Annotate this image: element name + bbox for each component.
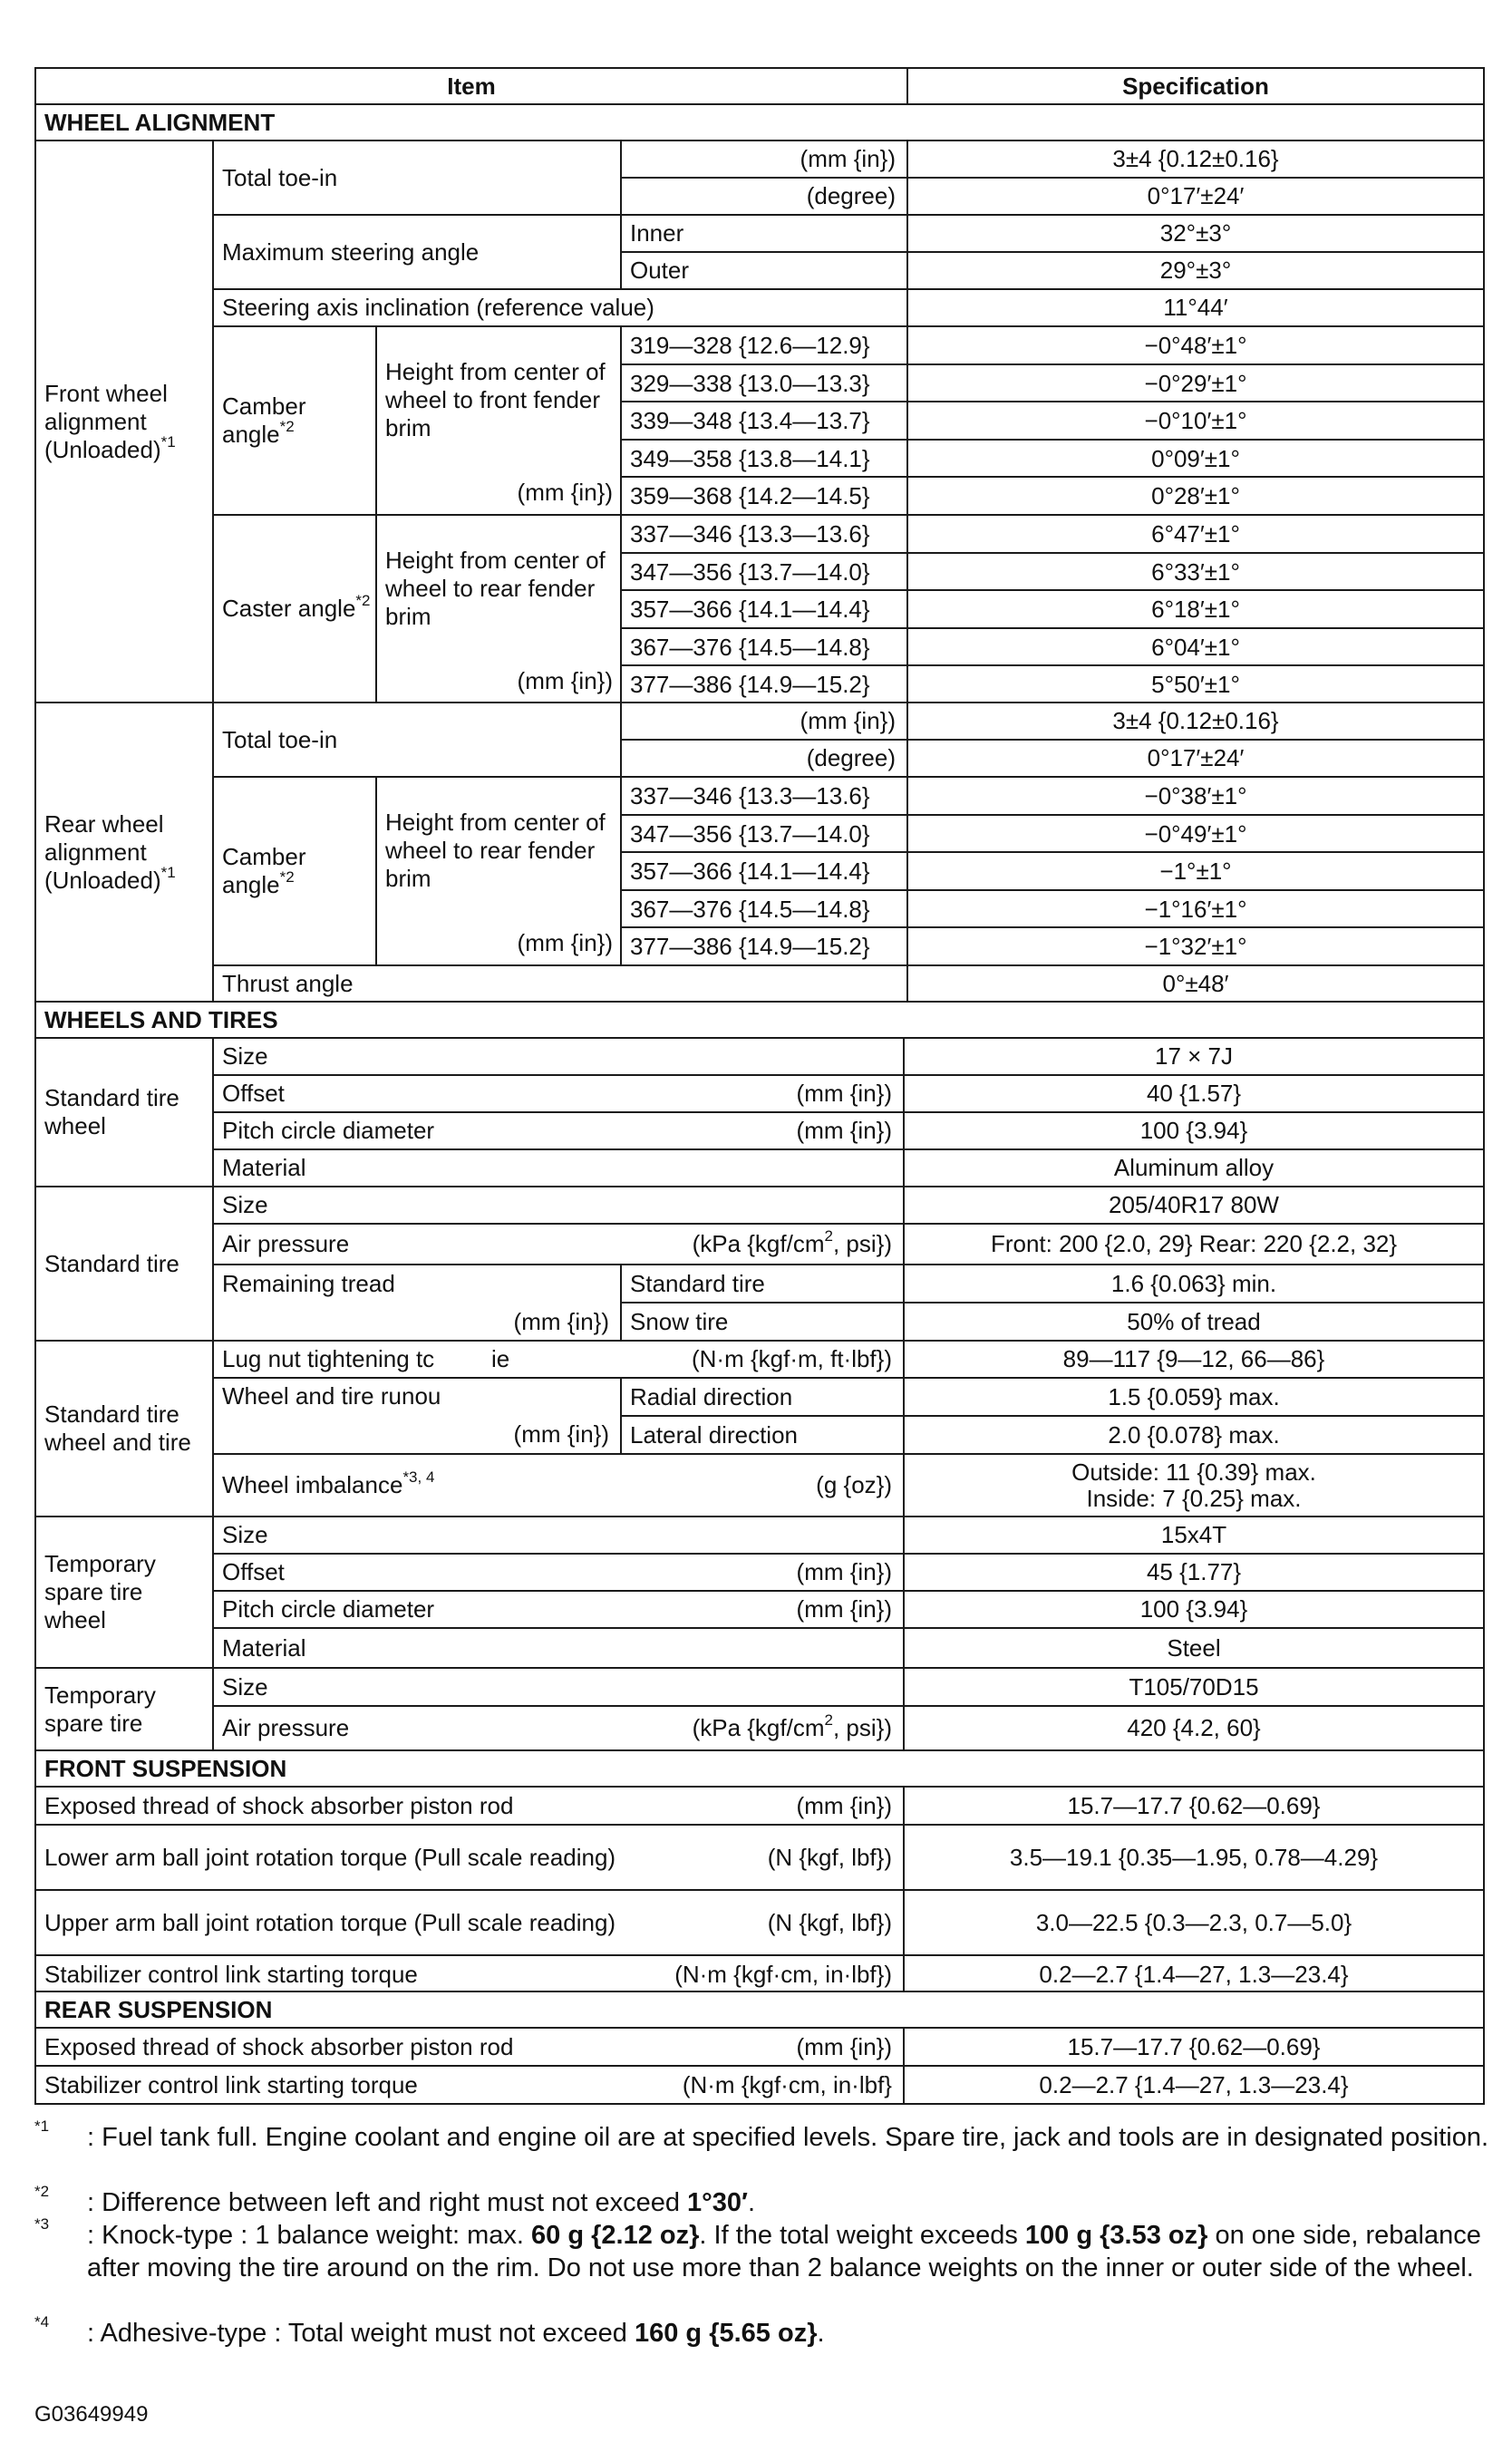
std-tire-tread-unit: (mm {in}) (513, 1308, 609, 1335)
header-specification-text: Specification (1122, 72, 1269, 100)
spare-wheel-offset (212, 1553, 905, 1592)
std-wheel-pcd (212, 1111, 905, 1150)
wheel-tire-lateral-text: Lateral direction (630, 1420, 798, 1449)
std-tire-air-unit-a: (kPa {kgf/cm (692, 1230, 825, 1257)
spare-tire-label-text: Temporary spare tire (44, 1681, 156, 1737)
wheel-tire-label-text: Standard tire wheel and tire (44, 1400, 191, 1456)
rear-camber-range-0 (620, 776, 908, 816)
front-steer-label-text: Maximum steering angle (222, 237, 480, 266)
rear-toe-label (212, 702, 622, 778)
spare-wheel-pcd-spec-text: 100 {3.94} (1139, 1595, 1248, 1623)
rear-toe-unit-deg-text: (degree) (806, 744, 896, 771)
front-camber-unit: (mm {in}) (517, 479, 613, 506)
rear-alignment-mark: *1 (160, 863, 176, 881)
spare-wheel-material-spec-text: Steel (1167, 1633, 1221, 1662)
wheel-tire-radial-spec (903, 1377, 1485, 1417)
spare-wheel-size-text: Size (222, 1521, 268, 1548)
rear-alignment-label (34, 702, 214, 1003)
footnote-3-b: 60 g {2.12 oz} (531, 2221, 700, 2250)
wheel-tire-runout-text: Wheel and tire runou (222, 1382, 441, 1410)
rear-toe-spec-deg (906, 739, 1485, 778)
wheel-tire-imbalance-inside: Inside: 7 {0.25} max. (1086, 1484, 1302, 1512)
rear-camber-range-3 (620, 889, 908, 929)
front-camber-range-3 (620, 439, 908, 479)
spare-wheel-pcd (212, 1590, 905, 1629)
wheel-tire-imbalance-text: Wheel imbalance (222, 1471, 403, 1498)
std-tire-tread-std-spec-text: 1.6 {0.063} min. (1110, 1269, 1277, 1297)
front-susp-item-1-unit: (N {kgf, lbf}) (767, 1843, 892, 1871)
footnote-4-b: 160 g {5.65 oz} (634, 2319, 818, 2348)
rear-camber-mark: *2 (279, 868, 295, 887)
front-toe-label (212, 140, 622, 216)
section-front-suspension (34, 1749, 1485, 1788)
rear-camber-label (212, 776, 377, 966)
std-wheel-offset-spec (903, 1074, 1485, 1113)
rear-thrust-label (212, 964, 908, 1003)
wheel-tire-lug-text-a: Lug nut tightening tc (222, 1345, 435, 1372)
spare-wheel-offset-spec (903, 1553, 1485, 1592)
std-tire-size-spec (903, 1186, 1485, 1225)
rear-camber-range-2-text: 357—366 {14.1—14.4} (630, 857, 870, 885)
wheel-tire-runout (212, 1377, 622, 1455)
rear-thrust-spec-text: 0°±48′ (1162, 969, 1229, 997)
std-tire-tread-snow-text: Snow tire (630, 1307, 729, 1335)
footnote-3-text (87, 2219, 1512, 2284)
front-camber-range-2 (620, 401, 908, 441)
footnote-3-e: on one side, rebalance after moving the tire around on the rim. Do not use more than 2 balance weights on the inner or outer side of the wheel. (87, 2221, 1481, 2282)
front-susp-item-2-label: Upper arm ball joint rotation torque (Pull scale reading) (44, 1908, 616, 1936)
front-camber-range-2-text: 339—348 {13.4—13.7} (630, 406, 870, 434)
front-camber-spec-1-text: −0°29′±1° (1144, 369, 1247, 397)
rear-camber-spec-2-text: −1°±1° (1159, 857, 1232, 885)
front-camber-range-3-text: 349—358 {13.8—14.1} (630, 444, 870, 472)
spare-tire-air-spec-text: 420 {4.2, 60} (1127, 1714, 1261, 1741)
front-susp-spec-0 (903, 1786, 1485, 1826)
std-tire-air-spec (903, 1223, 1485, 1265)
front-camber-spec-4 (906, 476, 1485, 516)
front-steer-outer-spec (906, 251, 1485, 290)
front-susp-spec-1 (903, 1824, 1485, 1891)
front-caster-range-4-text: 377—386 {14.9—15.2} (630, 670, 870, 698)
std-tire-tread-snow (620, 1302, 905, 1342)
spare-tire-air-unit-sup: 2 (824, 1711, 833, 1730)
front-caster-spec-3 (906, 627, 1485, 667)
front-caster-label-text: Caster angle (222, 595, 356, 622)
front-caster-spec-3-text: 6°04′±1° (1151, 633, 1240, 661)
wheel-tire-imbalance-spec (903, 1453, 1485, 1517)
std-wheel-size-text: Size (222, 1042, 268, 1070)
front-caster-range-1 (620, 552, 908, 592)
front-susp-item-3-label: Stabilizer control link starting torque (44, 1960, 418, 1988)
front-camber-spec-2-text: −0°10′±1° (1144, 406, 1247, 434)
front-camber-spec-4-text: 0°28′±1° (1151, 481, 1240, 509)
std-tire-tread (212, 1264, 622, 1342)
wheel-tire-lateral-spec-text: 2.0 {0.078} max. (1108, 1420, 1280, 1449)
header-specification (906, 67, 1485, 105)
rear-camber-spec-0-text: −0°38′±1° (1144, 781, 1247, 809)
wheel-tire-radial-text: Radial direction (630, 1382, 793, 1410)
front-caster-spec-1-text: 6°33′±1° (1151, 557, 1240, 586)
front-caster-spec-2-text: 6°18′±1° (1151, 595, 1240, 623)
front-susp-spec-2 (903, 1889, 1485, 1956)
front-steer-inner-text: Inner (630, 219, 684, 247)
rear-susp-spec-0-text: 15.7—17.7 {0.62—0.69} (1067, 2032, 1321, 2060)
front-sai-label-text: Steering axis inclination (reference value) (222, 294, 654, 321)
section-front-suspension-text: FRONT SUSPENSION (44, 1754, 287, 1782)
front-susp-spec-3 (903, 1954, 1485, 1994)
rear-camber-range-1-text: 347—356 {13.7—14.0} (630, 819, 870, 848)
front-camber-spec-0-text: −0°48′±1° (1144, 331, 1247, 359)
document-id: G03649949 (34, 2402, 149, 2427)
front-alignment-mark: *1 (160, 432, 176, 451)
std-wheel-pcd-text: Pitch circle diameter (222, 1117, 435, 1144)
front-steer-inner-spec (906, 214, 1485, 253)
std-wheel-pcd-unit: (mm {in}) (796, 1117, 892, 1144)
rear-camber-range-3-text: 367—376 {14.5—14.8} (630, 895, 870, 923)
front-steer-outer-text: Outer (630, 257, 690, 284)
front-caster-spec-4 (906, 664, 1485, 704)
spare-tire-size-text: Size (222, 1672, 268, 1701)
spare-wheel-offset-text: Offset (222, 1558, 285, 1585)
front-steer-inner-spec-text: 32°±3° (1159, 219, 1232, 247)
front-camber-range-1-text: 329—338 {13.0—13.3} (630, 369, 870, 397)
front-camber-mark: *2 (279, 418, 295, 436)
front-camber-range-1 (620, 363, 908, 403)
spare-tire-air-spec (903, 1705, 1485, 1751)
front-caster-spec-2 (906, 589, 1485, 629)
std-tire-tread-std-text: Standard tire (630, 1269, 765, 1297)
rear-camber-height-text: Height from center of wheel to rear fender brim (385, 809, 606, 892)
front-sai-label (212, 288, 908, 327)
front-toe-label-text: Total toe-in (222, 163, 338, 191)
front-susp-item-2-unit: (N {kgf, lbf}) (767, 1908, 892, 1936)
rear-camber-range-2 (620, 851, 908, 891)
spare-wheel-material-spec (903, 1627, 1485, 1669)
std-wheel-material-spec-text: Aluminum alloy (1113, 1154, 1275, 1181)
spare-tire-label (34, 1667, 214, 1751)
front-caster-range-0-text: 337—346 {13.3—13.6} (630, 519, 870, 548)
rear-toe-spec-mm-text: 3±4 {0.12±0.16} (1112, 707, 1279, 734)
rear-camber-spec-4-text: −1°32′±1° (1144, 932, 1247, 960)
front-camber-label (212, 325, 377, 516)
std-tire-size (212, 1186, 905, 1225)
front-steer-inner (620, 214, 908, 253)
wheel-tire-lug-spec (903, 1340, 1485, 1379)
rear-susp-item-1-unit: (N·m {kgf·cm, in·lbf} (682, 2070, 892, 2098)
front-susp-item-3 (34, 1954, 905, 1994)
rear-camber-label-text: Camber angle (222, 843, 306, 898)
rear-susp-spec-0 (903, 2027, 1485, 2067)
front-camber-spec-3 (906, 439, 1485, 479)
footnote-2-c: . (747, 2188, 756, 2217)
front-caster-spec-0-text: 6°47′±1° (1151, 519, 1240, 548)
std-tire-tread-snow-spec-text: 50% of tread (1127, 1307, 1261, 1335)
front-susp-spec-1-text: 3.5—19.1 {0.35—1.95, 0.78—4.29} (1009, 1843, 1379, 1871)
rear-camber-range-4-text: 377—386 {14.9—15.2} (630, 932, 870, 960)
std-wheel-pcd-spec-text: 100 {3.94} (1139, 1117, 1248, 1144)
wheel-tire-lateral-spec (903, 1415, 1485, 1455)
section-wheels-and-tires-text: WHEELS AND TIRES (44, 1005, 278, 1033)
wheel-tire-radial-spec-text: 1.5 {0.059} max. (1108, 1382, 1280, 1410)
rear-camber-spec-3 (906, 889, 1485, 929)
rear-camber-range-1 (620, 814, 908, 854)
front-camber-spec-2 (906, 401, 1485, 441)
spare-tire-size (212, 1667, 905, 1707)
spare-tire-air-text: Air pressure (222, 1714, 350, 1741)
rear-camber-spec-3-text: −1°16′±1° (1144, 895, 1247, 923)
rear-toe-spec-mm (906, 702, 1485, 741)
footnote-2-a: : Difference between left and right must not exceed (87, 2188, 688, 2217)
front-steer-label (212, 214, 622, 290)
front-sai-spec-text: 11°44′ (1163, 294, 1228, 321)
front-caster-range-1-text: 347—356 {13.7—14.0} (630, 557, 870, 586)
front-sai-spec (906, 288, 1485, 327)
header-item (34, 67, 908, 105)
std-tire-air-spec-text: Front: 200 {2.0, 29} Rear: 220 {2.2, 32} (990, 1230, 1398, 1257)
wheel-tire-runout-unit: (mm {in}) (513, 1420, 609, 1448)
header-item-text: Item (447, 72, 496, 100)
spare-wheel-material-text: Material (222, 1633, 306, 1662)
rear-camber-range-4 (620, 926, 908, 966)
wheel-tire-imbalance-label (222, 1468, 435, 1499)
spare-wheel-size-spec-text: 15x4T (1160, 1521, 1227, 1548)
spare-wheel-offset-spec-text: 45 {1.77} (1146, 1558, 1242, 1585)
front-susp-item-1-label: Lower arm ball joint rotation torque (Pull scale reading) (44, 1843, 616, 1871)
wheel-tire-lug (212, 1340, 905, 1379)
front-caster-range-3-text: 367—376 {14.5—14.8} (630, 633, 870, 661)
front-camber-spec-3-text: 0°09′±1° (1151, 444, 1240, 472)
std-wheel-material-text: Material (222, 1154, 306, 1181)
front-camber-spec-1 (906, 363, 1485, 403)
front-camber-height-text: Height from center of wheel to front fender brim (385, 358, 606, 441)
std-tire-air-unit-sup: 2 (824, 1227, 833, 1245)
spare-wheel-size (212, 1516, 905, 1555)
std-wheel-pcd-spec (903, 1111, 1485, 1150)
front-steer-outer-spec-text: 29°±3° (1159, 257, 1232, 284)
spare-tire-size-spec (903, 1667, 1485, 1707)
rear-susp-item-0-label: Exposed thread of shock absorber piston rod (44, 2032, 514, 2060)
rear-toe-spec-deg-text: 0°17′±24′ (1147, 744, 1245, 771)
footnote-4-text (87, 2317, 1512, 2350)
footnote-3-d: 100 g {3.53 oz} (1024, 2221, 1208, 2250)
std-wheel-offset-text: Offset (222, 1080, 285, 1107)
front-toe-unit-deg-text: (degree) (806, 182, 896, 209)
std-wheel-size (212, 1037, 905, 1076)
front-caster-range-4 (620, 664, 908, 704)
std-tire-air-unit-b: , psi}) (832, 1230, 892, 1257)
front-camber-spec-0 (906, 325, 1485, 365)
footnote-1-text: : Fuel tank full. Engine coolant and engine oil are at specified levels. Spare tire, jack and tools are in designated position. (87, 2123, 1489, 2152)
rear-thrust-spec (906, 964, 1485, 1003)
std-wheel-label-text: Standard tire wheel (44, 1084, 179, 1139)
std-wheel-offset-spec-text: 40 {1.57} (1146, 1080, 1242, 1107)
wheel-tire-imbalance (212, 1453, 905, 1517)
front-toe-unit-mm (620, 140, 908, 179)
front-toe-spec-deg (906, 177, 1485, 216)
front-susp-item-3-unit: (N·m {kgf·cm, in·lbf}) (674, 1960, 892, 1988)
front-caster-range-2-text: 357—366 {14.1—14.4} (630, 595, 870, 623)
std-wheel-offset-unit: (mm {in}) (796, 1080, 892, 1107)
spare-wheel-size-spec (903, 1516, 1485, 1555)
front-alignment-label (34, 140, 214, 703)
wheel-tire-lug-unit: (N·m {kgf·m, ft·lbf}) (691, 1345, 892, 1372)
front-caster-unit: (mm {in}) (517, 667, 613, 694)
spare-wheel-offset-unit: (mm {in}) (796, 1558, 892, 1585)
front-toe-unit-deg (620, 177, 908, 216)
front-susp-item-1 (34, 1824, 905, 1891)
front-caster-spec-1 (906, 552, 1485, 592)
spare-wheel-pcd-spec (903, 1590, 1485, 1629)
rear-camber-spec-0 (906, 776, 1485, 816)
rear-toe-unit-mm-text: (mm {in}) (800, 707, 896, 734)
std-tire-tread-std (620, 1264, 905, 1303)
section-rear-suspension-text: REAR SUSPENSION (44, 1995, 273, 2023)
footnote-3-c: . If the total weight exceeds (699, 2221, 1025, 2250)
front-toe-spec-deg-text: 0°17′±24′ (1147, 182, 1245, 209)
front-caster-spec-4-text: 5°50′±1° (1151, 670, 1240, 698)
spare-wheel-pcd-text: Pitch circle diameter (222, 1595, 435, 1623)
footnote-2-b: 1°30′ (687, 2188, 748, 2217)
rear-camber-range-0-text: 337—346 {13.3—13.6} (630, 781, 870, 809)
footnote-2-text (87, 2186, 1512, 2219)
rear-camber-spec-1 (906, 814, 1485, 854)
front-caster-range-3 (620, 627, 908, 667)
rear-susp-item-1 (34, 2065, 905, 2105)
wheel-tire-lug-spec-text: 89—117 {9—12, 66—86} (1062, 1345, 1325, 1372)
front-caster-height-text: Height from center of wheel to rear fender brim (385, 547, 606, 630)
wheel-tire-imbalance-mark: *3, 4 (402, 1468, 435, 1487)
rear-toe-unit-mm (620, 702, 908, 741)
wheel-tire-radial (620, 1377, 905, 1417)
spare-wheel-label-text: Temporary spare tire wheel (44, 1550, 156, 1633)
front-camber-range-4 (620, 476, 908, 516)
front-caster-spec-0 (906, 514, 1485, 554)
front-alignment-label-text: Front wheel alignment (Unloaded) (44, 379, 168, 463)
front-toe-spec-mm-text: 3±4 {0.12±0.16} (1112, 145, 1279, 172)
rear-camber-unit: (mm {in}) (517, 929, 613, 956)
std-tire-label (34, 1186, 214, 1342)
front-camber-label-text: Camber angle (222, 392, 306, 448)
spec-sheet: Item Specification WHEEL ALIGNMENT Front wheel alignment (Unloaded)$^{*1}$ Total toe-in (mm {in}) 3±4 {0.12±0.16} (degree) 0°17′±24′ Maximum steering angle Inner 32°±3° Outer 29°±3° Steering axis inclination (reference value) 11°44′ Camber angle$^{*2}$ Height from center of wheel to front fender brim (mm {in}) 319—328 {12.6—12.9} −0°48′±1° 329—338 {13.0—13.3} −0°29′±1° 339—348 {13.4—13.7} −0°10′±1° 349—358 {13.8—14.1} 0°09′±1° 359—368 {14.2—14.5} 0°28′±1° Caster angle$^{*2}$ Height from center of wheel to rear fender brim (mm {in}) 337—346 {13.3—13.6} 6°47′±1° 347—356 {13.7—14.0} 6°33′±1° 357—366 {14.1—14.4} 6°18′±1° 367—376 {14.5—14.8} 6°04′±1° 377—386 {14.9—15.2} 5°50′±1° Rear wheel alignment (Unloaded)$^{*1}$ Total toe-in (mm {in}) 3±4 {0.12±0.16} (degree) 0°17′±24′ Camber angle$^{*2}$ Height from center of wheel to rear fender brim (mm {in}) 337—346 {13.3—13.6} −0°38′±1° 347—356 {13.7—14.0} −0°49′±1° 357—366 {14.1—14.4} −1°±1° 367—376 {14.5—14.8} −1°16′±1° 377—386 {14.9—15.2} −1°32′±1° Thrust angle 0°±48′ WHEELS AND TIRES Standard tire wheel Size 17 × 7J Offset (mm {in}) 40 {1.57} Pitch circle diameter (mm {in}) 100 {3.94} Material Aluminum alloy Standard tire Size 205/40R17 80W Air pressure (kPa {$kgf/cm^2$, psi}) Front: 200 {2.0, 29} Rear: 220 {2.2, 32} Remaining tread (mm {in}) Standard tire 1.6 {0.063} min. Snow tire 50% of tread Standard tire wheel and tire Lug nut tightening tc ie (N·m {kgf·m, ft·lbf}) 89—117 {9—12, 66—86} Wheel and tire runou (mm {in}) Radial direction 1.5 {0.059} max. Lateral direction 2.0 {0.078} max. Wheel imbalance$^{*3, 4}$ (g {oz}) Outside: 11 {0.39} max. Inside: 7 {0.25} max. Temporary spare tire wheel Size 15x4T Offset (mm {in}) 45 {1.77} Pitch circle diameter (mm {in}) 100 {3.94} Material Steel Temporary spare tire Size T105/70D15 Air pressure (kPa {$kgf/cm^2$, psi}) 420 {4.2, 60} FRONT SUSPENSION Exposed thread of shock absorber piston rod (mm {in}) 15.7—17.7 {0.62—0.69} Lower arm ball joint rotation torque (Pull scale reading) (N {kgf, lbf}) 3.5—19.1 {0.35—1.95, 0.78—4.29} Upper arm ball joint rotation torque (Pull scale reading) (N {kgf, lbf}) 3.0—22.5 {0.3—2.3, 0.7—5.0} Stabilizer control link starting torque (N·m {kgf·cm, in·lbf}) 0.2—2.7 {1.4—27, 1.3—23.4} REAR SUSPENSION Exposed thread of shock absorber piston rod (mm {in}) 15.7—17.7 {0.62—0.69} Stabilizer control link starting torque (N·m {kgf·cm, in·lbf} 0.2—2.7 {1.4—27, 1.3—23.4} *1 : Fuel tank full. Engine coolant and engine oil are at specified levels. Spare tire, jack and tools are in designated position. *2 : Difference between left and right must not exceed 1°30′. *3 : Knock-type : 1 balance weight: max. 60 g {2.12 oz}. If the total weight exceeds 100 g {3.53 oz} on one side, rebalance after moving the tire around on the rim. Do not use more than 2 balance weights on the inner or outer side of the wheel. *4 : Adhesive-type : Total weight must not exceed 160 g {5.65 oz}. G03649949 (0, 0, 1512, 2442)
front-susp-item-0-label: Exposed thread of shock absorber piston rod (44, 1791, 514, 1819)
std-tire-label-text: Standard tire (44, 1249, 179, 1277)
front-camber-range-4-text: 359—368 {14.2—14.5} (630, 481, 870, 509)
std-wheel-label (34, 1037, 214, 1187)
footnote-4-c: . (817, 2319, 825, 2348)
wheel-tire-label (34, 1340, 214, 1517)
std-wheel-material (212, 1148, 905, 1187)
front-caster-mark: *2 (355, 592, 371, 610)
rear-camber-spec-1-text: −0°49′±1° (1144, 819, 1247, 848)
front-camber-range-0 (620, 325, 908, 365)
rear-camber-spec-4 (906, 926, 1485, 966)
rear-susp-item-0-unit: (mm {in}) (796, 2032, 892, 2060)
rear-susp-item-1-label: Stabilizer control link starting torque (44, 2070, 418, 2098)
spare-tire-air-unit (692, 1711, 892, 1742)
front-susp-spec-3-text: 0.2—2.7 {1.4—27, 1.3—23.4} (1039, 1960, 1349, 1988)
front-susp-spec-0-text: 15.7—17.7 {0.62—0.69} (1067, 1791, 1321, 1819)
section-wheel-alignment (34, 103, 1485, 141)
front-steer-outer (620, 251, 908, 290)
rear-susp-spec-1 (903, 2065, 1485, 2105)
front-susp-item-0-unit: (mm {in}) (796, 1791, 892, 1819)
wheel-tire-imbalance-outside: Outside: 11 {0.39} max. (1071, 1458, 1316, 1486)
std-tire-size-spec-text: 205/40R17 80W (1109, 1191, 1279, 1218)
rear-toe-unit-deg (620, 739, 908, 778)
std-tire-air (212, 1223, 905, 1265)
rear-susp-item-0 (34, 2027, 905, 2067)
section-wheel-alignment-text: WHEEL ALIGNMENT (44, 108, 276, 136)
spare-tire-size-spec-text: T105/70D15 (1129, 1672, 1259, 1701)
wheel-tire-lug-text-b: ie (491, 1345, 510, 1372)
std-tire-air-text: Air pressure (222, 1230, 350, 1257)
section-rear-suspension (34, 1991, 1485, 2029)
rear-susp-spec-1-text: 0.2—2.7 {1.4—27, 1.3—23.4} (1039, 2070, 1349, 2098)
std-wheel-offset (212, 1074, 905, 1113)
spare-tire-air-unit-b: , psi}) (832, 1714, 892, 1741)
rear-thrust-label-text: Thrust angle (222, 969, 354, 997)
std-tire-tread-snow-spec (903, 1302, 1485, 1342)
std-tire-air-unit (692, 1227, 892, 1258)
front-susp-item-0 (34, 1786, 905, 1826)
std-wheel-size-spec-text: 17 × 7J (1154, 1042, 1233, 1070)
spare-tire-air (212, 1705, 905, 1751)
wheel-tire-imbalance-unit: (g {oz}) (816, 1471, 892, 1498)
rear-camber-spec-2 (906, 851, 1485, 891)
footnote-3-a: : Knock-type : 1 balance weight: max. (87, 2221, 532, 2250)
front-caster-label (212, 514, 377, 703)
spare-wheel-pcd-unit: (mm {in}) (796, 1595, 892, 1623)
front-caster-range-0 (620, 514, 908, 554)
spare-wheel-label (34, 1516, 214, 1669)
front-toe-unit-mm-text: (mm {in}) (800, 145, 896, 172)
rear-alignment-label-text: Rear wheel alignment (Unloaded) (44, 809, 164, 894)
std-tire-tread-std-spec (903, 1264, 1485, 1303)
footnote-4-a: : Adhesive-type : Total weight must not exceed (87, 2319, 635, 2348)
front-toe-spec-mm (906, 140, 1485, 179)
rear-toe-label-text: Total toe-in (222, 725, 338, 753)
spare-tire-air-unit-a: (kPa {kgf/cm (692, 1714, 825, 1741)
std-wheel-size-spec (903, 1037, 1485, 1076)
front-susp-item-2 (34, 1889, 905, 1956)
std-wheel-material-spec (903, 1148, 1485, 1187)
wheel-tire-lateral (620, 1415, 905, 1455)
section-wheels-and-tires (34, 1001, 1485, 1039)
std-tire-size-text: Size (222, 1191, 268, 1218)
front-camber-range-0-text: 319—328 {12.6—12.9} (630, 331, 870, 359)
std-tire-tread-text: Remaining tread (222, 1270, 395, 1297)
front-susp-spec-2-text: 3.0—22.5 {0.3—2.3, 0.7—5.0} (1035, 1908, 1352, 1936)
spare-wheel-material (212, 1627, 905, 1669)
front-caster-range-2 (620, 589, 908, 629)
